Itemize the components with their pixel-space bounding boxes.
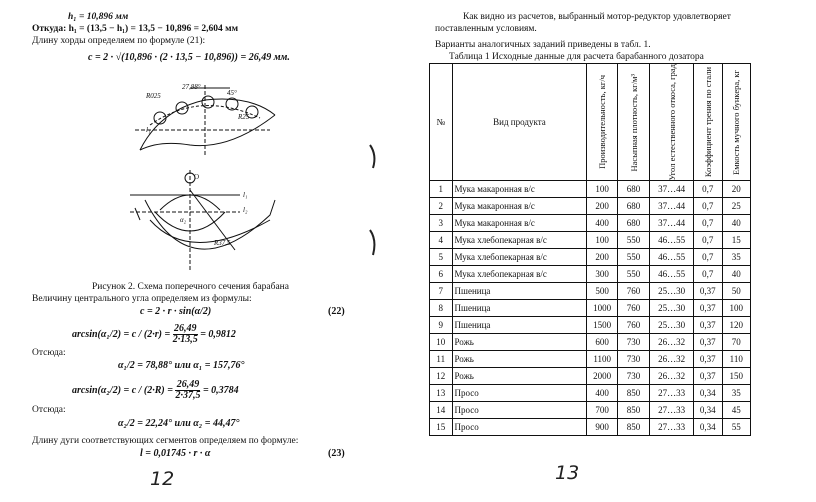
table-cell: 37…44 xyxy=(650,198,694,215)
table-cell: 3 xyxy=(430,215,453,232)
table-cell: 14 xyxy=(430,402,453,419)
table-cell: Пшеница xyxy=(452,283,587,300)
table-cell: 2000 xyxy=(587,368,618,385)
table-cell: 11 xyxy=(430,351,453,368)
table-cell: 600 xyxy=(587,334,618,351)
table-cell: 15 xyxy=(722,232,750,249)
table-cell: 1 xyxy=(430,181,453,198)
table-cell: 760 xyxy=(617,300,649,317)
figure-caption: Рисунок 2. Схема поперечного сечения барабана xyxy=(92,282,289,292)
table-cell: 400 xyxy=(587,385,618,402)
table-cell: 0,7 xyxy=(693,181,722,198)
table-cell: 0,7 xyxy=(693,232,722,249)
table-cell: 300 xyxy=(587,266,618,283)
h1-line: h₁ = 10,896 мм xyxy=(68,12,129,22)
otkuda-line-3: Отсюда: xyxy=(32,405,66,415)
binding-gutter xyxy=(365,140,385,260)
table-cell: 730 xyxy=(617,351,649,368)
table-cell: 0,37 xyxy=(693,351,722,368)
table-row xyxy=(430,317,751,334)
table-cell: 70 xyxy=(722,334,750,351)
paragraph-1-cont: поставленным условиям. xyxy=(435,24,537,34)
eq-number-23: (23) xyxy=(328,448,345,459)
table-cell: 400 xyxy=(587,215,618,232)
table-cell: Пшеница xyxy=(452,300,587,317)
table-cell: 700 xyxy=(587,402,618,419)
arcsin2-line: arcsin(α₂/2) = c / (2·R) = $\frac{26,49}{2\cdot 37,5}$ = 0,3784 xyxy=(72,379,239,401)
table-cell: Мука макаронная в/с xyxy=(452,215,587,232)
fig2-o-label: O xyxy=(194,173,200,181)
table-cell: 26…32 xyxy=(650,368,694,385)
table-cell: 680 xyxy=(617,215,649,232)
table-cell: 45 xyxy=(722,402,750,419)
table-cell: 2 xyxy=(430,198,453,215)
table-cell: 200 xyxy=(587,198,618,215)
otkuda-line-1: Откуда: h₁ = (13,5 − h₁) = 13,5 − 10,896 = 2,604 мм xyxy=(32,24,239,34)
table-cell: 550 xyxy=(617,232,649,249)
table-cell: 680 xyxy=(617,198,649,215)
page-number-right: 13 xyxy=(555,462,580,484)
drum-section-figure-bottom xyxy=(130,170,280,270)
table-cell: Мука хлебопекарная в/с xyxy=(452,232,587,249)
table-cell: 4 xyxy=(430,232,453,249)
fig1-angle-label: 27,88° xyxy=(182,83,201,91)
arc-length-intro: Длину дуги соответствующих сегментов определяем по формуле: xyxy=(32,436,299,446)
col-angle-header: Угол естественного откоса, град xyxy=(666,64,677,181)
paragraph-2: Варианты аналогичных заданий приведены в табл. 1. xyxy=(435,40,651,50)
formula-23: l = 0,01745 · r · α xyxy=(140,448,211,459)
table-cell: 100 xyxy=(722,300,750,317)
arcsin1-line: arcsin(α₁/2) = c / (2·r) = $\frac{26,49}{2\cdot 13,5}$ = 0,9812 xyxy=(72,323,236,345)
central-angle-intro: Величину центрального угла определяем из формулы: xyxy=(32,294,252,304)
table-cell: 25…30 xyxy=(650,317,694,334)
fig1-l1-label: l₁ xyxy=(146,126,151,134)
table-cell: 0,7 xyxy=(693,215,722,232)
fig1-r25-left-label: R025 xyxy=(146,92,161,100)
table-cell: 12 xyxy=(430,368,453,385)
table-cell: 7 xyxy=(430,283,453,300)
table-row xyxy=(430,402,751,419)
table-cell: 37…44 xyxy=(650,181,694,198)
table-cell: Пшеница xyxy=(452,317,587,334)
fig2-l1-label: l₁ xyxy=(243,191,248,199)
table-cell: Просо xyxy=(452,419,587,436)
table-cell: 550 xyxy=(617,249,649,266)
source-data-table xyxy=(429,63,751,436)
table-cell: 0,37 xyxy=(693,368,722,385)
otkuda-line-2: Отсюда: xyxy=(32,348,66,358)
table-cell: Мука хлебопекарная в/с xyxy=(452,266,587,283)
table-cell: 680 xyxy=(617,181,649,198)
table-cell: Мука хлебопекарная в/с xyxy=(452,249,587,266)
table-row xyxy=(430,181,751,198)
table-cell: 0,7 xyxy=(693,266,722,283)
table-cell: 35 xyxy=(722,249,750,266)
table-cell: 0,34 xyxy=(693,385,722,402)
table-cell: 6 xyxy=(430,266,453,283)
table-cell: 1500 xyxy=(587,317,618,334)
table-body xyxy=(430,181,751,436)
table-cell: 0,7 xyxy=(693,249,722,266)
table-cell: 850 xyxy=(617,385,649,402)
table-cell: 40 xyxy=(722,215,750,232)
table-cell: 100 xyxy=(587,181,618,198)
table-cell: 27…33 xyxy=(650,385,694,402)
table-cell: 730 xyxy=(617,368,649,385)
eq-number-22: (22) xyxy=(328,306,345,317)
table-row xyxy=(430,266,751,283)
fig2-r375-label: R37,5 xyxy=(214,239,231,247)
table-row xyxy=(430,419,751,436)
table-cell: 46…55 xyxy=(650,266,694,283)
table-cell: 37…44 xyxy=(650,215,694,232)
table-cell: 0,7 xyxy=(693,198,722,215)
table-cell: 15 xyxy=(430,419,453,436)
table-cell: 55 xyxy=(722,419,750,436)
table-row xyxy=(430,385,751,402)
table-cell: Рожь xyxy=(452,351,587,368)
table-cell: Рожь xyxy=(452,334,587,351)
table-cell: 46…55 xyxy=(650,249,694,266)
table-cell: 0,37 xyxy=(693,283,722,300)
table-cell: 1100 xyxy=(587,351,618,368)
table-cell: 50 xyxy=(722,283,750,300)
col-number-header: № xyxy=(430,64,453,181)
table-cell: 500 xyxy=(587,283,618,300)
table-cell: 850 xyxy=(617,402,649,419)
col-friction-header: Коэффициент трения по стали xyxy=(702,67,713,178)
table-cell: 0,34 xyxy=(693,402,722,419)
table-cell: 120 xyxy=(722,317,750,334)
table-cell: 150 xyxy=(722,368,750,385)
fig2-a2-label: α₂ xyxy=(180,216,187,224)
table-cell: 25…30 xyxy=(650,283,694,300)
table-row xyxy=(430,351,751,368)
col-density-header: Насыпная плотность, кг/м³ xyxy=(628,73,639,171)
table-cell: 730 xyxy=(617,334,649,351)
chord-intro: Длину хорды определяем по формуле (21): xyxy=(32,36,206,46)
table-row xyxy=(430,215,751,232)
fig1-r25-right-label: R25 xyxy=(238,113,250,121)
table-cell: Мука макаронная в/с xyxy=(452,181,587,198)
table-cell: 27…33 xyxy=(650,402,694,419)
table-cell: 760 xyxy=(617,283,649,300)
table-row xyxy=(430,334,751,351)
formula-22: c = 2 · r · sin(α/2) xyxy=(140,306,212,317)
table-cell: 200 xyxy=(587,249,618,266)
fig1-45-label: 45° xyxy=(227,89,237,97)
table-row xyxy=(430,283,751,300)
paragraph-1: Как видно из расчетов, выбранный мотор-редуктор удовлетворяет xyxy=(463,12,731,22)
alpha2-result: α₂/2 = 22,24° или α₂ = 44,47° xyxy=(118,418,240,429)
table-cell: 20 xyxy=(722,181,750,198)
table-cell: 110 xyxy=(722,351,750,368)
table-cell: Рожь xyxy=(452,368,587,385)
chord-formula: c = 2 · √(10,896 · (2 · 13,5 − 10,896)) = 26,49 мм. xyxy=(88,52,290,63)
table-cell: 13 xyxy=(430,385,453,402)
table-row xyxy=(430,232,751,249)
page-number-left: 12 xyxy=(150,468,175,490)
table-row xyxy=(430,198,751,215)
table-cell: 25…30 xyxy=(650,300,694,317)
table-cell: 0,34 xyxy=(693,419,722,436)
table-cell: Мука макаронная в/с xyxy=(452,198,587,215)
table-cell: 35 xyxy=(722,385,750,402)
table-cell: 760 xyxy=(617,317,649,334)
table-row xyxy=(430,368,751,385)
table-header-row xyxy=(430,64,751,181)
table-cell: 0,37 xyxy=(693,300,722,317)
table-cell: 10 xyxy=(430,334,453,351)
table-cell: Просо xyxy=(452,385,587,402)
table-cell: 8 xyxy=(430,300,453,317)
table-cell: 550 xyxy=(617,266,649,283)
right-page xyxy=(405,0,816,502)
table-cell: 0,37 xyxy=(693,334,722,351)
table-cell: 100 xyxy=(587,232,618,249)
table-cell: Просо xyxy=(452,402,587,419)
table-cell: 26…32 xyxy=(650,351,694,368)
table-cell: 850 xyxy=(617,419,649,436)
table-cell: 46…55 xyxy=(650,232,694,249)
table-cell: 40 xyxy=(722,266,750,283)
table-row xyxy=(430,249,751,266)
table-cell: 900 xyxy=(587,419,618,436)
table-cell: 27…33 xyxy=(650,419,694,436)
table-cell: 9 xyxy=(430,317,453,334)
table-cell: 1000 xyxy=(587,300,618,317)
left-page xyxy=(0,0,395,502)
fig2-l2-label: l₂ xyxy=(243,206,248,214)
table-cell: 0,37 xyxy=(693,317,722,334)
col-hopper-header: Емкость мучного бункера, кг xyxy=(731,69,742,175)
table-title: Таблица 1 Исходные данные для расчета барабанного дозатора xyxy=(449,52,704,62)
col-capacity-header: Производительность, кг/ч xyxy=(597,75,608,170)
alpha1-result: α₁/2 = 78,88° или α₁ = 157,76° xyxy=(118,360,245,371)
table-cell: 25 xyxy=(722,198,750,215)
col-product-header: Вид продукта xyxy=(452,64,587,181)
table-cell: 26…32 xyxy=(650,334,694,351)
table-row xyxy=(430,300,751,317)
table-cell: 5 xyxy=(430,249,453,266)
